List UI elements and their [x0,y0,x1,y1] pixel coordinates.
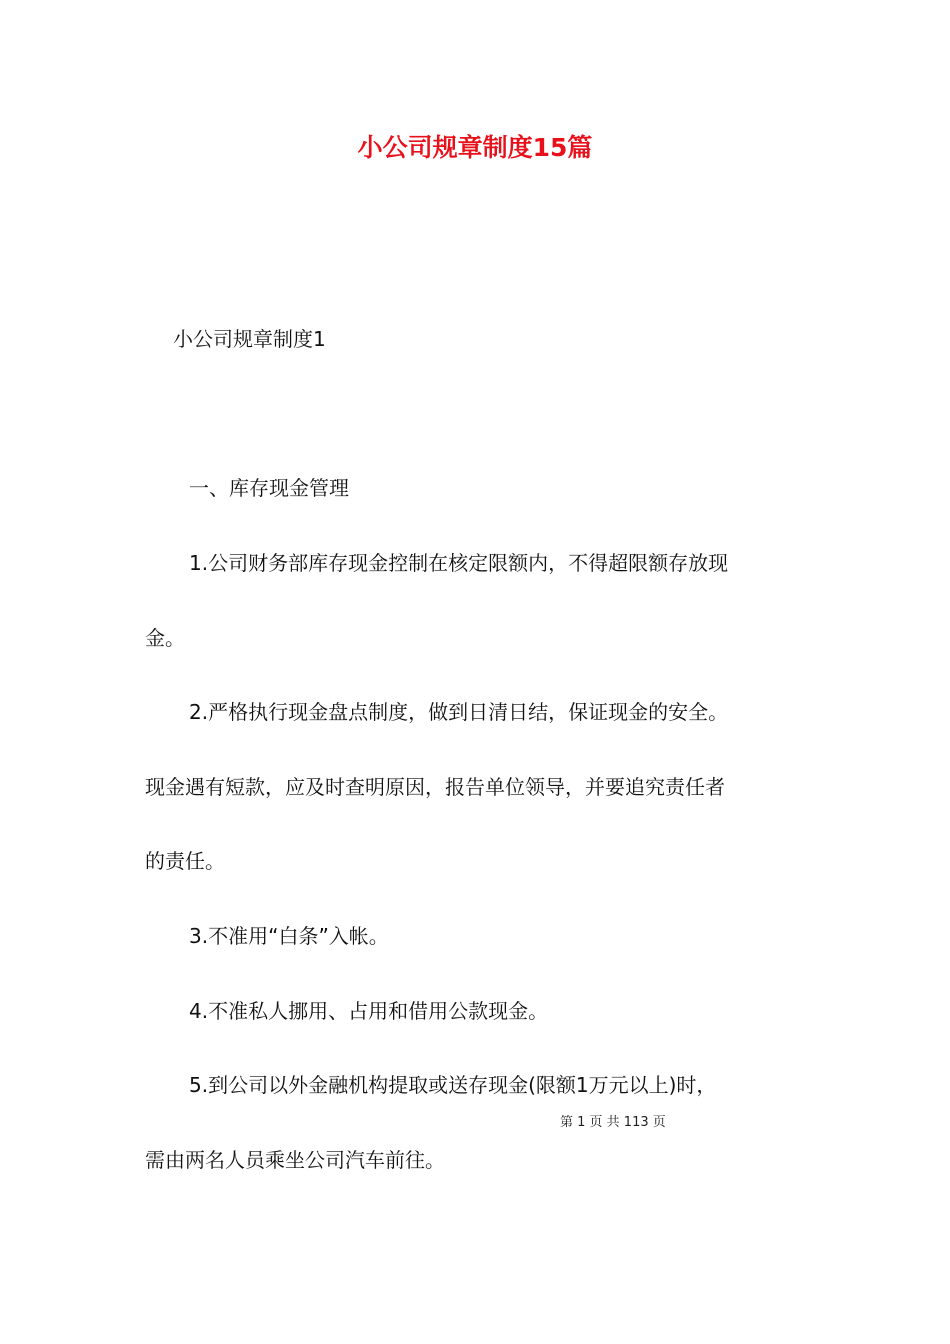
paragraph-line: 4.不准私人挪用、占用和借用公款现金。 [189,999,549,1023]
paragraph-line: 金。 [145,626,185,650]
heading-cash-management: 一、库存现金管理 [189,476,349,500]
paragraph-line: 2.严格执行现金盘点制度，做到日清日结，保证现金的安全。 [189,700,729,724]
paragraph-line: 的责任。 [145,849,225,873]
paragraph-line: 需由两名人员乘坐公司汽车前往。 [145,1148,445,1172]
document-title: 小公司规章制度15篇 [357,133,593,162]
section-title: 小公司规章制度1 [173,327,326,351]
paragraph-line: 3.不准用“白条”入帐。 [189,924,389,948]
page-number-footer: 第 1 页 共 113 页 [560,1115,666,1130]
paragraph-line: 5.到公司以外金融机构提取或送存现金(限额1万元以上)时， [189,1073,717,1097]
paragraph-line: 现金遇有短款，应及时查明原因，报告单位领导，并要追究责任者 [145,775,725,799]
paragraph-line: 1.公司财务部库存现金控制在核定限额内，不得超限额存放现 [189,551,729,575]
